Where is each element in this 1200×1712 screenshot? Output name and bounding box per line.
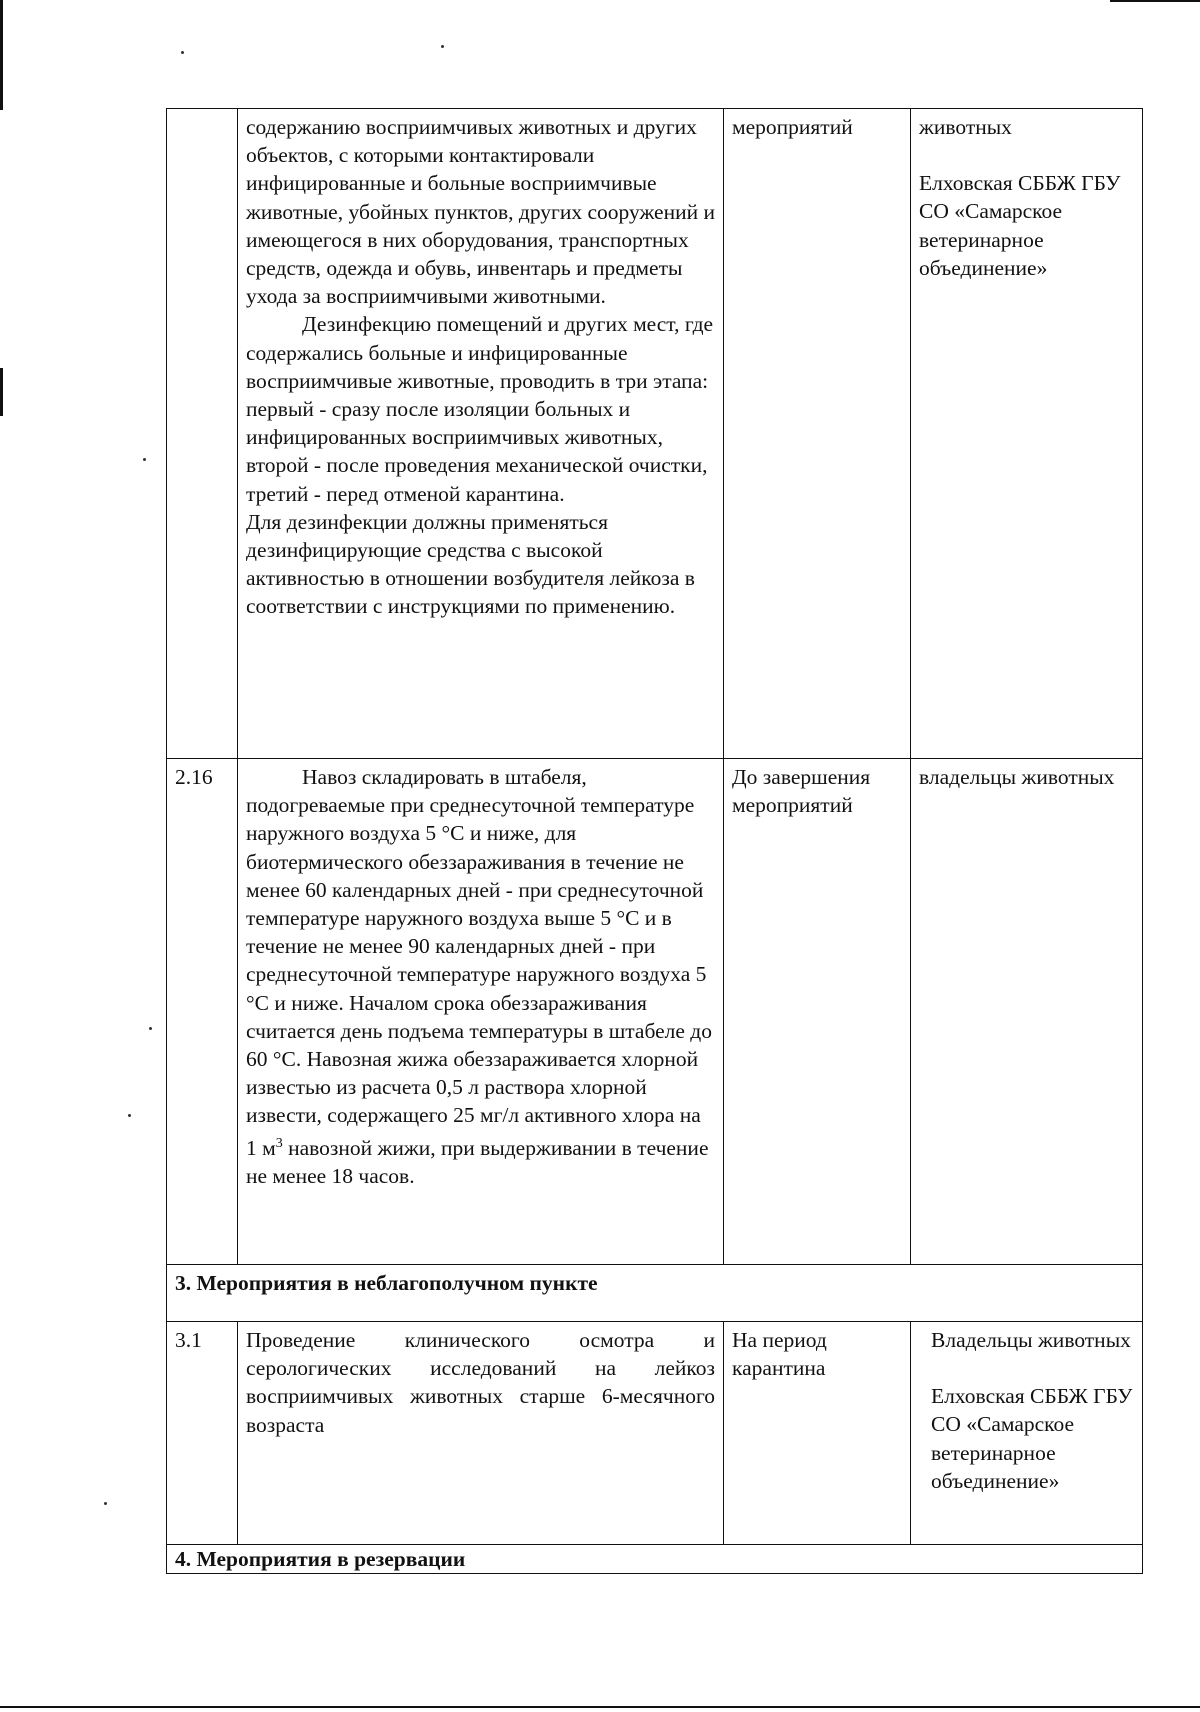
term-cell — [724, 759, 911, 1265]
row-number-cell — [167, 109, 238, 759]
section-heading: 4. Мероприятия в резервации — [167, 1545, 1143, 1574]
superscript: 3 — [275, 1135, 283, 1151]
measure-text: содержанию восприимчивых животных и других объектов, с которыми контактировали инфицированные и больные восприимчивые животные, убойных пунктов, других сооружений и имеющегося в них оборудования, транспортных средств, одежда и обувь, инвентарь и предметы ухода за восприимчивыми животными. — [246, 115, 715, 309]
scan-bottom-line — [0, 1706, 1200, 1708]
table-row — [167, 759, 1143, 1265]
table-row — [167, 109, 1143, 759]
measures-table — [166, 108, 1143, 1574]
responsible-text: животных — [919, 115, 1012, 139]
measure-text: Для дезинфекции должны применяться дезинфицирующие средства с высокой активностью в отношении возбудителя лейкоза в соответствии с инструкциями по применению. — [246, 509, 695, 619]
term-text: До завершения мероприятий — [732, 765, 871, 818]
scan-corner-line — [1110, 0, 1200, 2]
measure-description-cell — [238, 759, 724, 1265]
measure-text: Проведение клинического осмотра и серологических исследований на лейкоз восприимчивых животных старше 6-месячного возраста — [246, 1328, 715, 1437]
measure-description-cell — [238, 1322, 724, 1545]
scan-speck — [104, 1502, 107, 1505]
scan-speck — [149, 1027, 152, 1030]
responsible-cell — [911, 759, 1143, 1265]
term-cell — [724, 1322, 911, 1545]
measure-text: Навоз складировать в штабеля, подогреваемые при среднесуточной температуре наружного воздуха 5 °С и ниже, для биотермического обеззараживания в течение не менее 60 календарных дней - при среднесуточной температуре наружного воздуха выше 5 °С и в течение не менее 90 календарных дней - при среднесуточной температуре наружного воздуха 5 °С и ниже. Началом срока обеззараживания считается день подъема температуры в штабеле до 60 °С. Навозная жижа обеззараживается хлорной известью из расчета 0,5 л раствора хлорной извести, содержащего 25 мг/л активного хлора на 1 $м^3$ навозной жижи, при выдерживании в течение не менее 18 часов. — [246, 765, 712, 1188]
row-number-cell — [167, 1322, 238, 1545]
row-number-cell — [167, 759, 238, 1265]
section-heading-row — [167, 1265, 1143, 1322]
scan-speck — [181, 51, 184, 54]
scan-speck — [441, 45, 444, 48]
responsible-text: Елховская СББЖ ГБУ СО «Самарское ветеринарное объединение» — [931, 1384, 1133, 1493]
measure-description-cell — [238, 109, 724, 759]
responsible-text: владельцы животных — [919, 765, 1115, 789]
row-number: 2.16 — [175, 765, 213, 789]
responsible-cell — [911, 1322, 1143, 1545]
measure-text: Дезинфекцию помещений и других мест, где содержались больные и инфицированные восприимчивые животные, проводить в три этапа: первый - сразу после изоляции больных и инфицированных восприимчивых животных, второй - после проведения механической очистки, третий - перед отменой карантина. — [246, 312, 714, 506]
scan-edge-mark-top — [0, 0, 3, 110]
scan-speck — [143, 458, 146, 461]
row-number: 3.1 — [175, 1328, 202, 1352]
section-heading: 3. Мероприятия в неблагополучном пункте — [167, 1265, 1143, 1322]
term-cell — [724, 109, 911, 759]
responsible-text: Елховская СББЖ ГБУ СО «Самарское ветеринарное объединение» — [919, 171, 1121, 280]
responsible-text: Владельцы животных — [931, 1328, 1131, 1352]
scan-speck — [128, 1114, 131, 1117]
scan-edge-mark-middle — [0, 368, 3, 416]
table-row — [167, 1322, 1143, 1545]
term-text: На период карантина — [732, 1328, 827, 1381]
section-heading-row — [167, 1545, 1143, 1574]
responsible-cell — [911, 109, 1143, 759]
term-text: мероприятий — [732, 115, 853, 139]
